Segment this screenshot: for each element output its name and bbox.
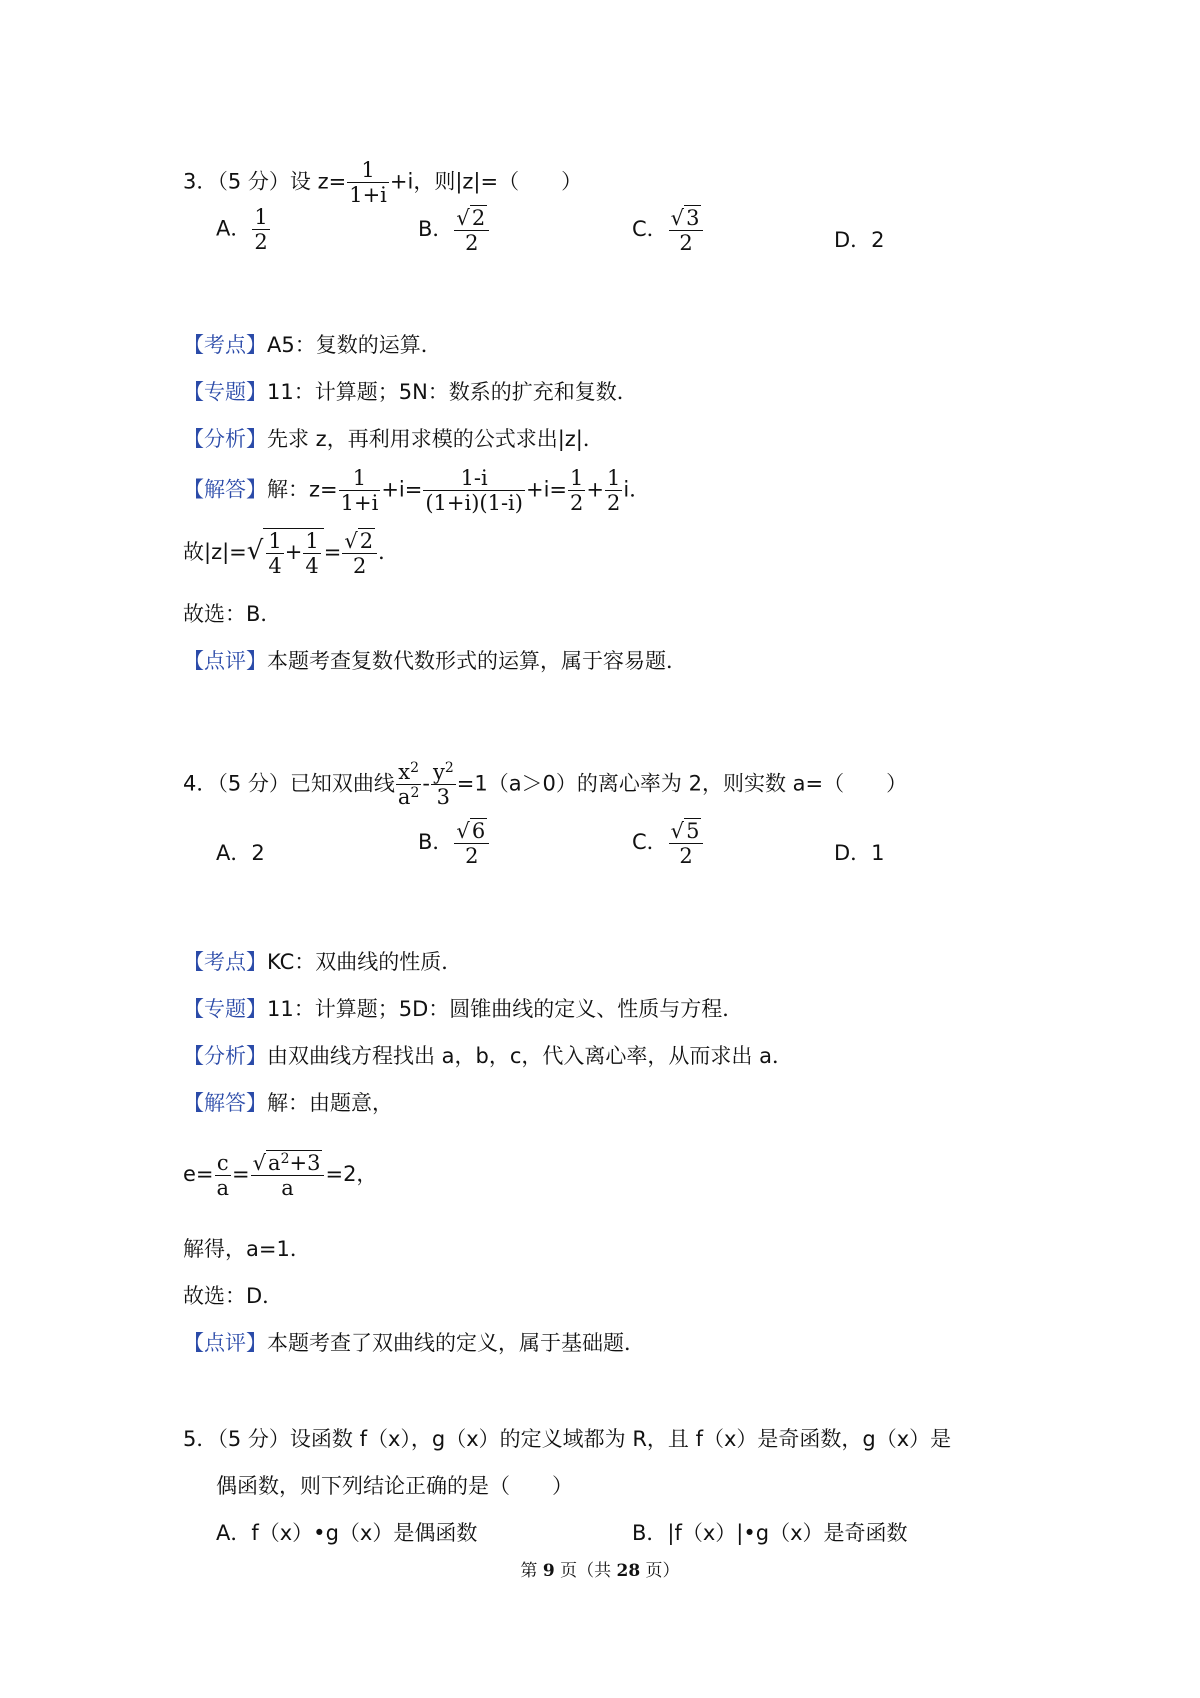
q4-fraction-x: $\frac{x^2}{a^2}$: [397, 760, 420, 809]
q4-kaodian: 【考点】KC：双曲线的性质．: [183, 950, 463, 974]
q3-guxuan: 故选：B．: [183, 602, 282, 626]
page-number: 9: [542, 1561, 555, 1581]
q3-stem: 3．（5 分）设 z= $\frac{1}{1+i}$ +i，则|z|=（ ）: [183, 158, 583, 207]
q4-zhuanti: 【专题】11：计算题；5D：圆锥曲线的定义、性质与方程．: [183, 997, 744, 1021]
q3-kaodian: 【考点】A5：复数的运算．: [183, 333, 442, 357]
q4-eccentricity: e= $\frac{c}{a}$ = $\frac{√a^2+3}{a}$ =2，: [183, 1150, 378, 1200]
q3-dianping: 【点评】本题考查复数代数形式的运算，属于容易题．: [183, 649, 687, 673]
q5-option-b: B．|f（x）|•g（x）是奇函数: [632, 1521, 908, 1545]
q3-option-b: B． $\frac{√2}{2}$: [418, 205, 490, 255]
q3-gu: 故|z|=√ $\frac{1}{4}$ + $\frac{1}{4}$ = $\frac{√2}{2}$ ．: [183, 529, 400, 578]
q4-option-b: B． $\frac{√6}{2}$: [418, 818, 490, 868]
page-total: 28: [616, 1561, 641, 1581]
q3-zhuanti: 【专题】11：计算题；5N：数系的扩充和复数．: [183, 380, 638, 404]
q4-jiede: 解得，a=1．: [183, 1237, 311, 1261]
q5-stem-line2: 偶函数，则下列结论正确的是（ ）: [216, 1474, 573, 1498]
q4-option-a: A．2: [216, 841, 265, 865]
q4-fraction-y: $\frac{y^2}{3}$: [432, 760, 454, 809]
q4-fenxi: 【分析】由双曲线方程找出 a，b，c，代入离心率，从而求出 a．: [183, 1044, 793, 1068]
q4-dianping: 【点评】本题考查了双曲线的定义，属于基础题．: [183, 1331, 645, 1355]
page-footer: 第 9 页（共 28 页）: [520, 1561, 680, 1581]
q5-stem-line1: 5．（5 分）设函数 f（x），g（x）的定义域都为 R，且 f（x）是奇函数，g（x）是: [183, 1427, 952, 1451]
q4-jieda: 【解答】解：由题意，: [183, 1091, 393, 1115]
q4-option-c: C． $\frac{√5}{2}$: [632, 818, 704, 868]
q3-jieda: 【解答】解：z= $\frac{1}{1+i}$ +i= $\frac{1-i}{(1+i)(1-i)}$ +i= $\frac{1}{2}$ + $\frac{1}{2}$ i．: [183, 466, 651, 515]
q4-guxuan: 故选：D．: [183, 1284, 284, 1308]
q4-stem: 4．（5 分）已知双曲线 $\frac{x^2}{a^2}$ - $\frac{y^2}{3}$ =1（a＞0）的离心率为 2，则实数 a=（ ）: [183, 760, 908, 809]
q5-option-a: A．f（x）•g（x）是偶函数: [216, 1521, 478, 1545]
q3-option-d: D．2: [834, 228, 885, 252]
q3-fraction: $\frac{1}{1+i}$: [349, 158, 387, 207]
q3-option-a: A． $\frac{1}{2}$: [216, 205, 268, 254]
q3-fenxi: 【分析】先求 z，再利用求模的公式求出|z|．: [183, 427, 604, 451]
q4-option-d: D．1: [834, 841, 885, 865]
q3-option-c: C． $\frac{√3}{2}$: [632, 205, 704, 255]
